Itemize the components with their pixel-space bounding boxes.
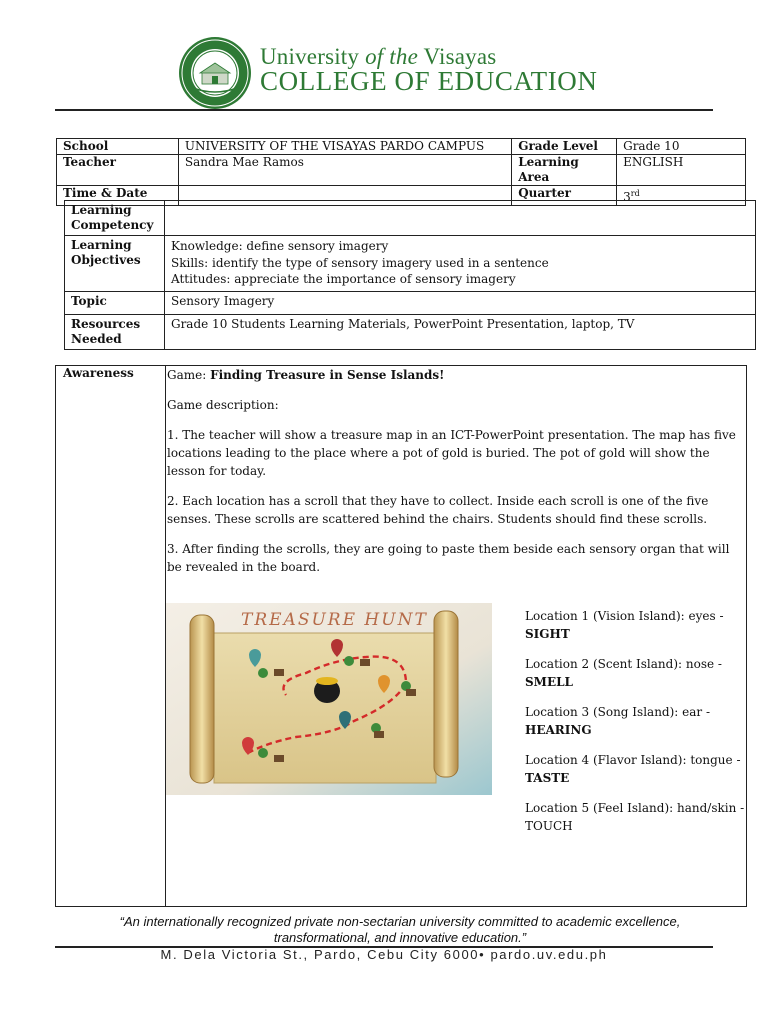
objectives-value	[164, 236, 755, 292]
college-name: COLLEGE OF EDUCATION	[260, 66, 598, 96]
grade-level-value: Grade 10	[617, 139, 746, 155]
list-item: Location 3 (Song Island): ear - HEARING	[525, 705, 710, 737]
game-step-1: 1. The teacher will show a treasure map in an ICT-PowerPoint presentation. The map has five locations leading to the place where a pot of gold is buried. The pot of gold will show the lesson for today.	[167, 428, 736, 478]
topic-label: Topic	[65, 292, 165, 315]
knowledge-objective: Knowledge: define sensory imagery	[170, 239, 389, 253]
teacher-label: Teacher	[57, 155, 179, 186]
learning-area-label: Learning Area	[512, 155, 617, 186]
game-description-label: Game description:	[167, 398, 279, 412]
footer-quote: “An internationally recognized private non-sectarian university committed to academic excellence, transformational, and innovative education.”	[119, 914, 681, 945]
grade-level-label: Grade Level	[512, 139, 617, 155]
university-name: University of the Visayas	[260, 44, 497, 69]
topic-value: Sensory Imagery	[164, 292, 755, 315]
table-row	[57, 155, 746, 186]
table-row	[57, 139, 746, 155]
resources-label: Resources Needed	[65, 315, 165, 350]
table-row	[65, 292, 756, 315]
competency-label: Learning Competency	[65, 201, 165, 236]
quarter-label: Quarter	[512, 186, 617, 206]
learning-objectives-table	[64, 200, 756, 350]
time-date-label: Time & Date	[57, 186, 179, 206]
table-row	[65, 201, 756, 236]
competency-value	[164, 201, 755, 236]
game-step-3: 3. After finding the scrolls, they are going to paste them beside each sensory organ that will be revealed in the board.	[167, 542, 730, 574]
resources-value: Grade 10 Students Learning Materials, PowerPoint Presentation, laptop, TV	[164, 315, 755, 350]
pot-of-gold-icon	[314, 677, 340, 703]
map-title: TREASURE HUNT	[241, 610, 428, 630]
table-row	[65, 236, 756, 292]
lesson-info-table	[56, 138, 746, 206]
table-row	[65, 315, 756, 350]
attitudes-objective: Attitudes: appreciate the importance of sensory imagery	[170, 272, 516, 286]
quarter-value: 3rd	[617, 186, 746, 206]
list-item: Location 5 (Feel Island): hand/skin - TOUCH	[525, 801, 745, 833]
awareness-label: Awareness	[63, 366, 134, 380]
list-item: Location 4 (Flavor Island): tongue - TASTE	[525, 753, 741, 785]
game-title-line: Game: Finding Treasure in Sense Islands!	[167, 368, 445, 382]
learning-area-value: ENGLISH	[617, 155, 746, 186]
skills-objective: Skills: identify the type of sensory imagery used in a sentence	[170, 255, 549, 270]
header-divider	[55, 109, 713, 111]
awareness-content	[167, 366, 745, 588]
school-label: School	[57, 139, 179, 155]
school-value: UNIVERSITY OF THE VISAYAS PARDO CAMPUS	[178, 139, 511, 155]
list-item: Location 2 (Scent Island): nose - SMELL	[525, 657, 722, 689]
footer-address: M. Dela Victoria St., Pardo, Cebu City 6000• pardo.uv.edu.ph	[160, 947, 608, 962]
game-step-2: 2. Each location has a scroll that they have to collect. Inside each scroll is one of the five senses. These scrolls are scattered behind the chairs. Students should find these scrolls.	[167, 494, 709, 526]
list-item: Location 1 (Vision Island): eyes - SIGHT	[525, 609, 724, 641]
university-seal-logo	[178, 36, 252, 110]
treasure-map-image	[166, 603, 492, 795]
objectives-label: Learning Objectives	[65, 236, 165, 292]
locations-list	[525, 607, 745, 847]
teacher-value: Sandra Mae Ramos	[178, 155, 511, 186]
